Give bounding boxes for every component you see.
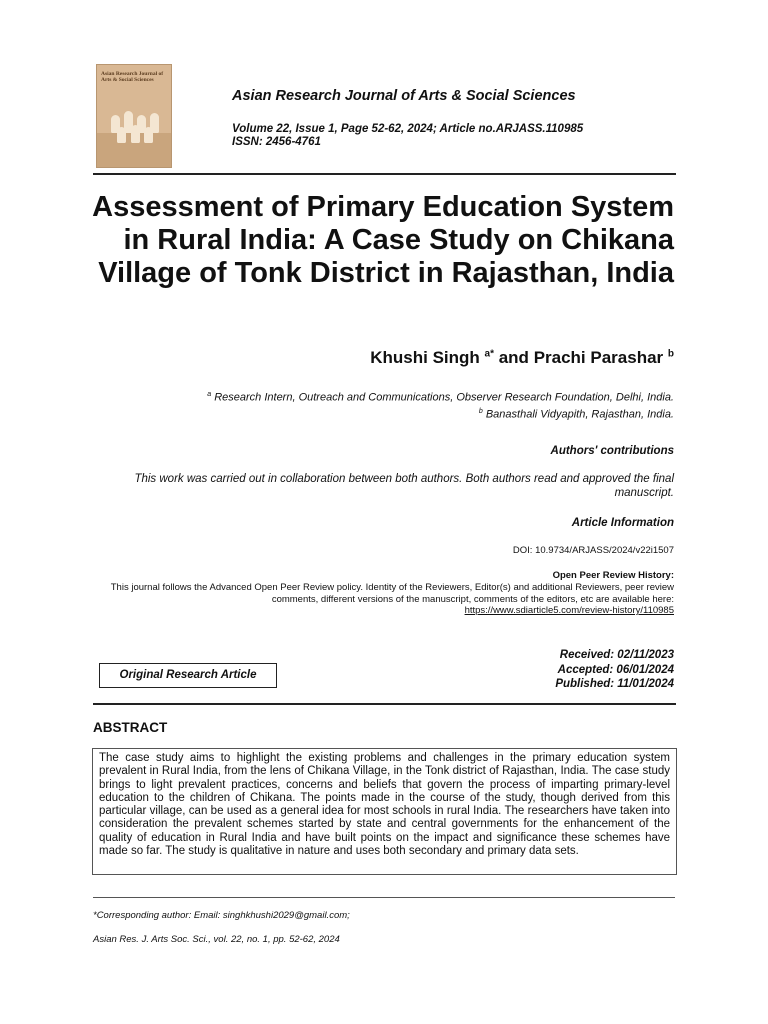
cover-title: Asian Research Journal of Arts & Social Sciences xyxy=(101,71,164,83)
peer-review-heading: Open Peer Review History: xyxy=(552,570,674,581)
affiliations xyxy=(174,388,674,421)
author-line xyxy=(370,348,674,368)
article-type-badge: Original Research Article xyxy=(99,663,277,688)
author-name: Khushi Singh xyxy=(370,348,480,367)
affiliation-text: Research Intern, Outreach and Communications, Observer Research Foundation, Delhi, India. xyxy=(214,391,674,404)
abstract-text: The case study aims to highlight the existing problems and challenges in the primary education system prevalent in Rural India, from the lens of Chikana Village, in the Tonk district of Rajasthan, India. The case study brings to light prevalent practices, concerns and beliefs that govern the process of imparting primary-level education to the children of Chikana. The points made in the course of the study, though derived from this particular village, can be used as a general idea for most schools in rural India. The researchers have taken into consideration the prevalent schemes started by state and central governments for the enhancement of the quality of education in Rural India and have built points on the impact and significance these schemes have made so far. The study is qualitative in nature and uses both secondary and primary data sets. xyxy=(92,748,677,875)
cover-figure xyxy=(131,125,140,143)
author-superscript: a* xyxy=(484,348,494,360)
cover-figure xyxy=(117,127,126,143)
header-rule xyxy=(93,173,676,175)
review-history-link[interactable]: https://www.sdiarticle5.com/review-history/110985 xyxy=(464,605,674,616)
peer-review-text: This journal follows the Advanced Open Peer Review policy. Identity of the Reviewers, Editor(s) and additional Reviewers, peer review comments, different versions of the manuscript, comments of the editors, etc are available here: xyxy=(110,582,674,605)
paper-title: Assessment of Primary Education System in Rural India: A Case Study on Chikana Village of Tonk District in Rajasthan, India xyxy=(92,191,674,289)
article-dates xyxy=(555,648,674,692)
affiliation-a xyxy=(174,388,674,405)
doi: DOI: 10.9734/ARJASS/2024/v22i1507 xyxy=(512,545,674,556)
affiliation-b xyxy=(174,405,674,422)
section-rule xyxy=(93,703,676,705)
author-superscript: b xyxy=(667,348,674,360)
author-conjunction: and xyxy=(498,348,529,367)
published-date: Published: 11/01/2024 xyxy=(555,678,674,690)
cover-figure xyxy=(144,127,153,143)
accepted-date: Accepted: 06/01/2024 xyxy=(557,663,674,676)
volume-info: Volume 22, Issue 1, Page 52-62, 2024; Article no.ARJASS.110985 xyxy=(232,123,584,135)
footnote-rule xyxy=(93,897,675,898)
affiliation-marker: a xyxy=(207,391,212,398)
corresponding-author: *Corresponding author: Email: singhkhushi2029@gmail.com; xyxy=(93,910,350,921)
affiliation-marker: b xyxy=(478,407,483,415)
received-date: Received: 02/11/2023 xyxy=(559,649,674,661)
contributions-text: This work was carried out in collaboration between both authors. Both authors read and approved the final manuscript. xyxy=(134,473,674,499)
author-name: Prachi Parashar xyxy=(533,348,664,367)
journal-meta xyxy=(232,123,583,149)
contributions-heading: Authors' contributions xyxy=(550,445,674,457)
peer-review-block xyxy=(74,582,674,617)
citation: Asian Res. J. Arts Soc. Sci., vol. 22, no. 1, pp. 52-62, 2024 xyxy=(93,934,340,945)
affiliation-text: Banasthali Vidyapith, Rajasthan, India. xyxy=(485,408,674,421)
issn: ISSN: 2456-4761 xyxy=(232,136,321,148)
article-info-heading: Article Information xyxy=(571,517,674,529)
abstract-heading: ABSTRACT xyxy=(93,720,168,735)
journal-cover-image xyxy=(96,64,172,168)
journal-name: Asian Research Journal of Arts & Social Sciences xyxy=(232,88,576,104)
